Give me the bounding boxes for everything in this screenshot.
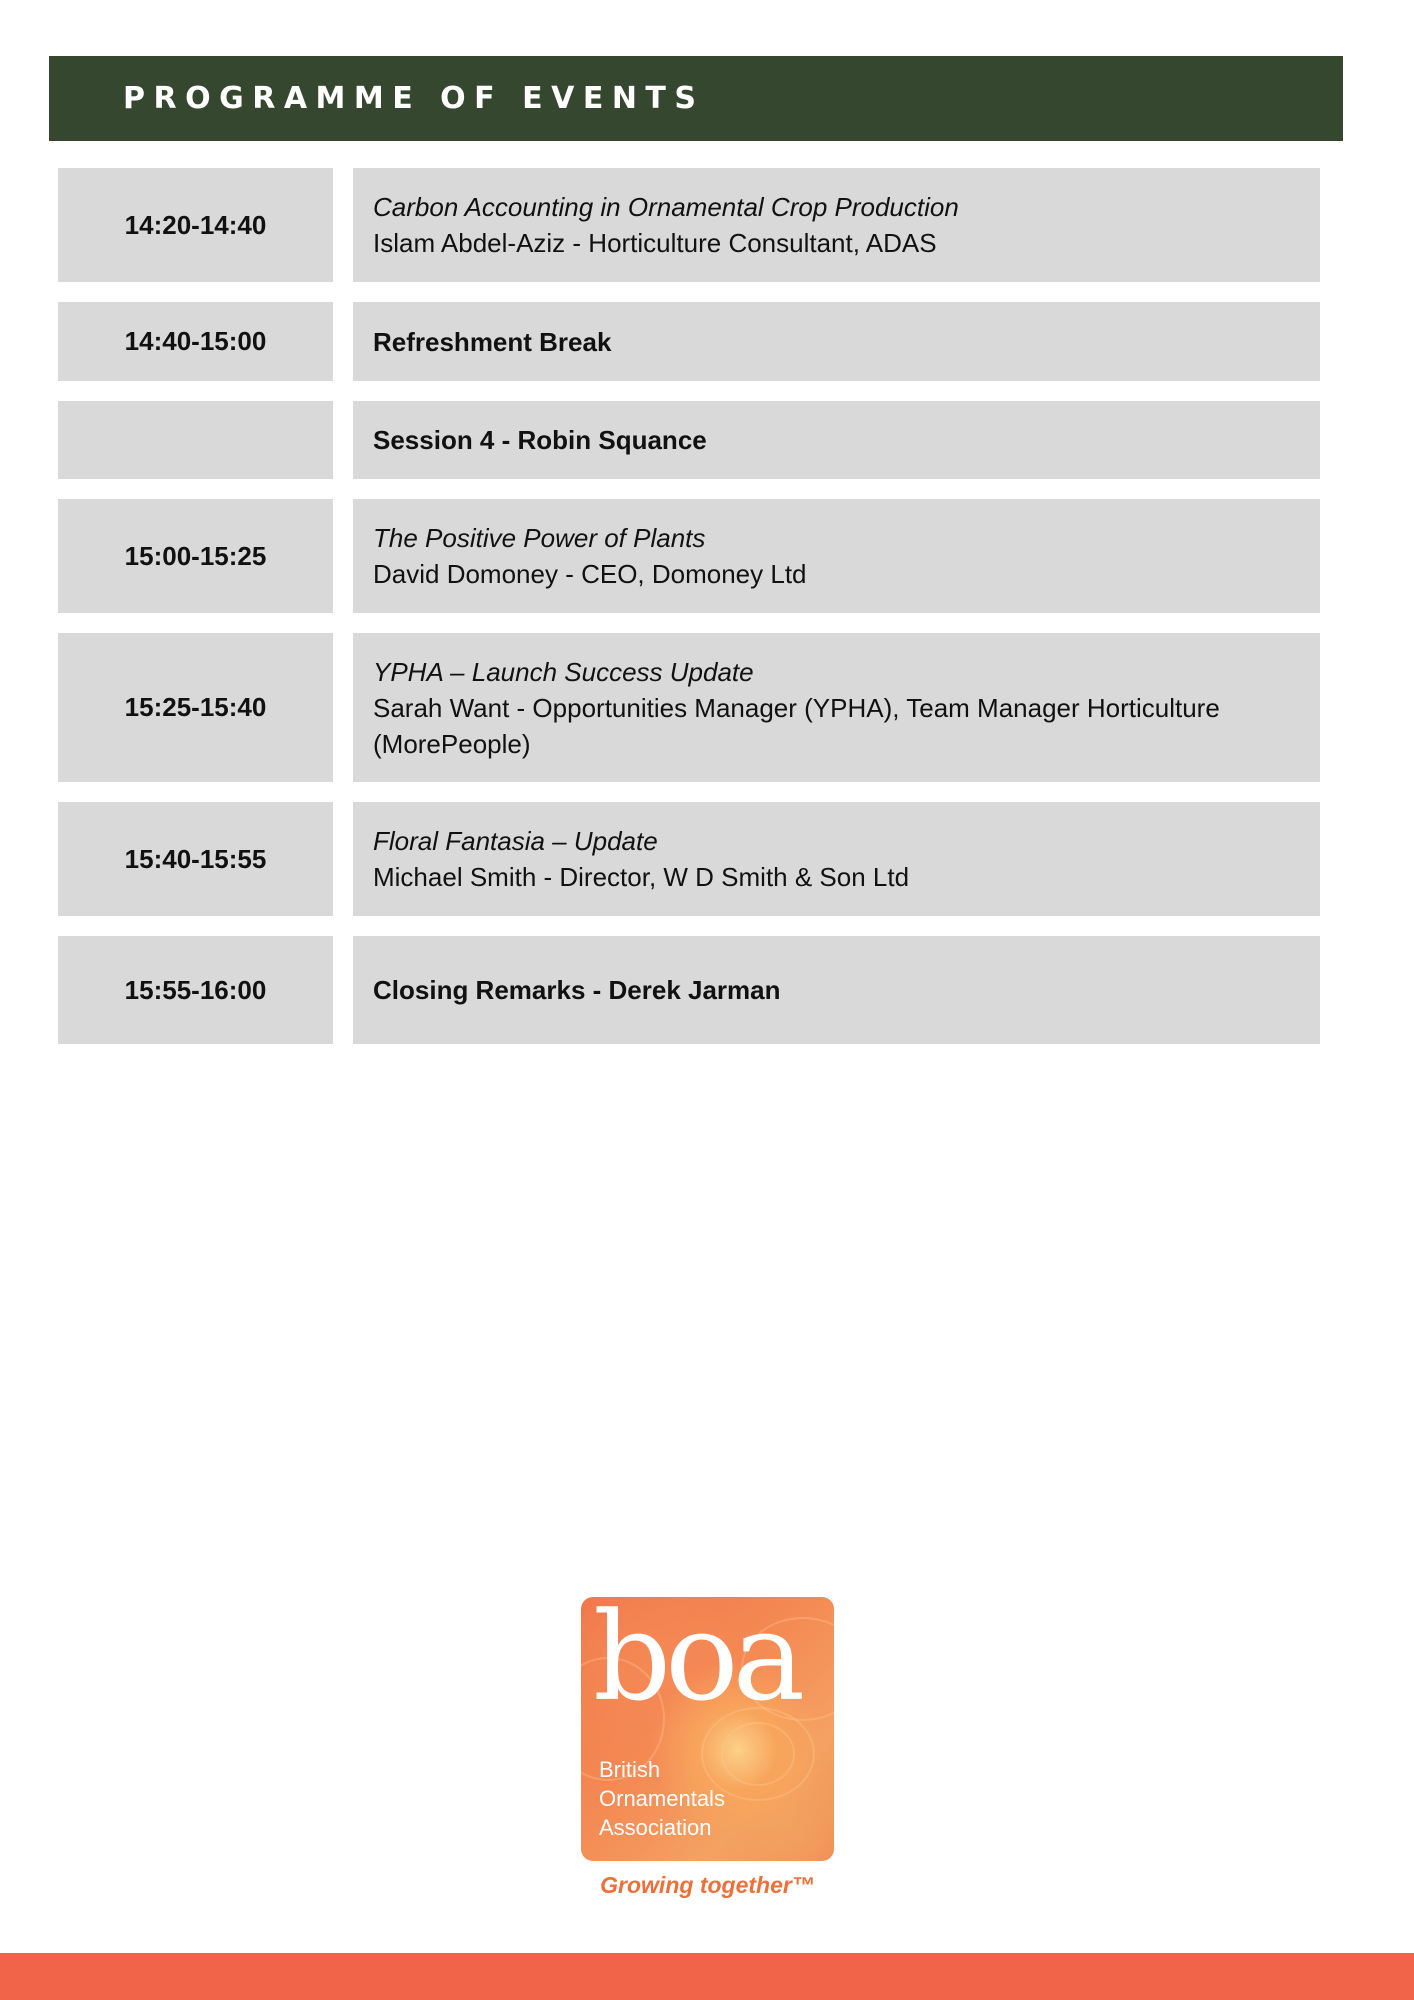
time-slot: 14:40-15:00 xyxy=(58,302,333,381)
time-slot: 15:00-15:25 xyxy=(58,499,333,613)
event-speaker: Michael Smith - Director, W D Smith & Son Ltd xyxy=(373,862,910,892)
boa-logo xyxy=(581,1597,834,1861)
logo-mark: boa xyxy=(593,1597,800,1728)
schedule-row xyxy=(58,302,1320,381)
event-cell xyxy=(353,802,1320,916)
event-speaker: David Domoney - CEO, Domoney Ltd xyxy=(373,559,807,589)
event-cell xyxy=(353,168,1320,282)
event-title: The Positive Power of Plants xyxy=(373,523,706,553)
event-title: Carbon Accounting in Ornamental Crop Production xyxy=(373,192,959,222)
logo-wordmark xyxy=(599,1755,725,1842)
time-slot xyxy=(58,401,333,479)
logo-line-british: British xyxy=(599,1757,661,1782)
logo-line-ornamentals: Ornamentals xyxy=(599,1786,725,1811)
event-title: YPHA – Launch Success Update xyxy=(373,656,754,687)
event-cell xyxy=(353,401,1320,479)
time-slot: 15:55-16:00 xyxy=(58,936,333,1044)
logo-tagline: Growing together™ xyxy=(600,1872,815,1898)
event-cell xyxy=(353,936,1320,1044)
event-title: Closing Remarks - Derek Jarman xyxy=(373,975,781,1005)
event-cell xyxy=(353,499,1320,613)
programme-header xyxy=(49,56,1343,141)
footer-bar xyxy=(0,1953,1414,2000)
time-slot: 15:40-15:55 xyxy=(58,802,333,916)
schedule-row xyxy=(58,936,1320,1044)
event-cell xyxy=(353,633,1320,782)
rose-petal-shape xyxy=(721,1722,795,1786)
page-title: PROGRAMME OF EVENTS xyxy=(123,81,705,116)
event-title: Floral Fantasia – Update xyxy=(373,826,658,856)
schedule-row xyxy=(58,802,1320,916)
logo-line-association: Association xyxy=(599,1815,712,1840)
time-slot: 14:20-14:40 xyxy=(58,168,333,282)
schedule-row xyxy=(58,633,1320,782)
schedule-row xyxy=(58,401,1320,479)
event-speaker: Sarah Want - Opportunities Manager (YPHA), Team Manager Horticulture (MorePeople) xyxy=(373,692,1220,759)
event-speaker: Islam Abdel-Aziz - Horticulture Consultant, ADAS xyxy=(373,228,937,258)
schedule-row xyxy=(58,499,1320,613)
schedule-row xyxy=(58,168,1320,282)
event-title: Refreshment Break xyxy=(373,326,612,357)
event-cell xyxy=(353,302,1320,381)
session-title: Session 4 - Robin Squance xyxy=(373,425,707,455)
time-slot: 15:25-15:40 xyxy=(58,633,333,782)
